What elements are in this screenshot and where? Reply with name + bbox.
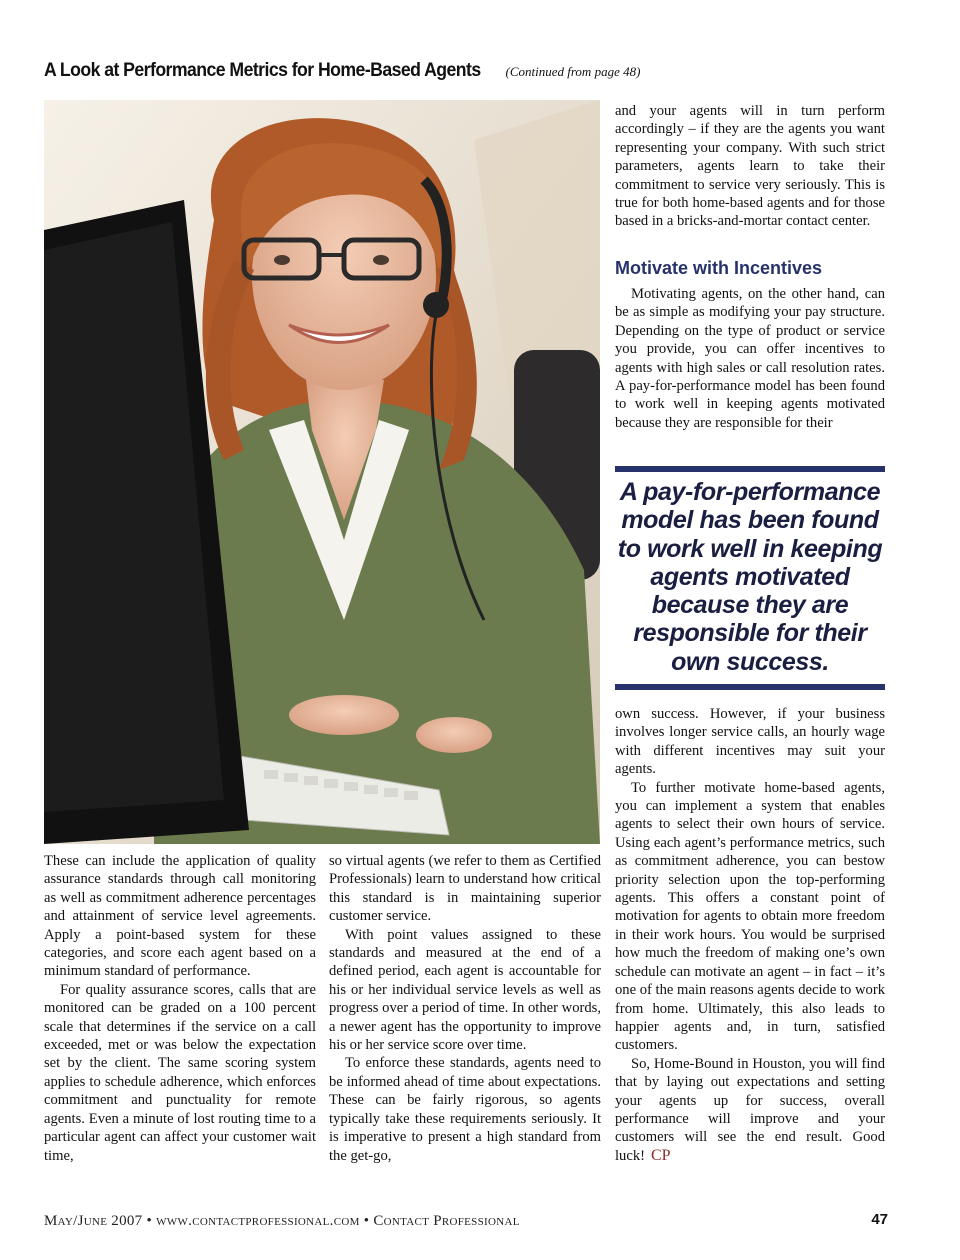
column-3-bottom bbox=[615, 705, 885, 1165]
paragraph: With point values assigned to these standards and measured at the end of a defined period, each agent is accountable for his or her individual service levels as well as progress over a period of time. In other words, a newer agent has the opportunity to improve his or her service score over time. bbox=[329, 926, 601, 1054]
pull-quote-rule-top bbox=[615, 466, 885, 472]
pull-quote-rule-bottom bbox=[615, 684, 885, 690]
photo-of-agent-with-headset-icon bbox=[44, 100, 600, 844]
agent-photo bbox=[44, 100, 600, 844]
continued-note: (Continued from page 48) bbox=[505, 64, 641, 79]
column-1 bbox=[44, 852, 316, 1165]
paragraph: Motivating agents, on the other hand, can be as simple as modifying your pay structure. Depending on the type of product or service you provide, you can offer incentives to agents with high sales or call resolution rates. A pay-for-performance model has been found to work well in keeping agents motivated because they are responsible for their bbox=[615, 286, 885, 431]
pull-quote bbox=[615, 466, 885, 690]
paragraph: own success. However, if your business involves longer service calls, an hourly wage with different incentives may suit your agents. bbox=[615, 706, 885, 778]
article-header bbox=[44, 60, 640, 82]
page-number: 47 bbox=[871, 1211, 888, 1228]
column-3-top bbox=[615, 102, 885, 231]
column-2 bbox=[329, 852, 601, 1165]
paragraph: To further motivate home-based agents, you can implement a system that enables agents to select their own hours of service. Using each agent’s performance metrics, such as commitment adherence, you can bestow priority selection upon the top-performing agents. This offers a constant point of motivation for agents to obtain more freedom in their work hours. You would be surprised how much the freedom of making one’s own schedule can motivate an agent – in fact – it’s one of the main reasons agents decide to work from home. Ultimately, this also leads to happier agents and, in turn, satisfied customers. bbox=[615, 779, 885, 1054]
paragraph: To enforce these standards, agents need to be informed ahead of time about expectations. These can be fairly rigorous, so agents typically take these requirements seriously. It is imperative to present a high standard from the get-go, bbox=[329, 1055, 601, 1164]
paragraph: so virtual agents (we refer to them as Certified Professionals) learn to understand how critical this standard is in maintaining superior customer service. bbox=[329, 853, 601, 925]
page-footer: May/June 2007 • www.contactprofessional.com • Contact Professional bbox=[44, 1213, 520, 1229]
column-3-middle bbox=[615, 285, 885, 432]
paragraph: and your agents will in turn perform accordingly – if they are the agents you want representing your company. With such strict parameters, agents learn to take their commitment to service very seriously. This is true for both home-based agents and for those based in a bricks-and-mortar contact center. bbox=[615, 103, 885, 230]
end-mark: CP bbox=[651, 1146, 671, 1164]
pull-quote-text: A pay-for-performance model has been found to work well in keeping agents motivated because they are responsible for their own success. bbox=[617, 478, 883, 676]
article-title: A Look at Performance Metrics for Home-Based Agents bbox=[44, 60, 481, 81]
section-subhead: Motivate with Incentives bbox=[615, 258, 823, 278]
paragraph: These can include the application of quality assurance standards through call monitoring as well as commitment adherence percentages and attainment of service level agreements. Apply a point-based system for these categories, and score each agent based on a minimum standard of performance. bbox=[44, 853, 316, 980]
paragraph bbox=[615, 1055, 885, 1165]
paragraph: For quality assurance scores, calls that are monitored can be graded on a 100 percent scale that determines if the service on a call exceeded, met or was below the expectation set by the client. The same scoring system applies to schedule adherence, which enforces commitment and punctuality for remote agents. Even a minute of lost routing time to a particular agent can affect your customer wait time, bbox=[44, 981, 316, 1164]
closing-text: So, Home-Bound in Houston, you will find that by laying out expectations and setting your agents up for success, overall performance will improve and your customers will see the end result. Good luck! bbox=[615, 1055, 885, 1164]
